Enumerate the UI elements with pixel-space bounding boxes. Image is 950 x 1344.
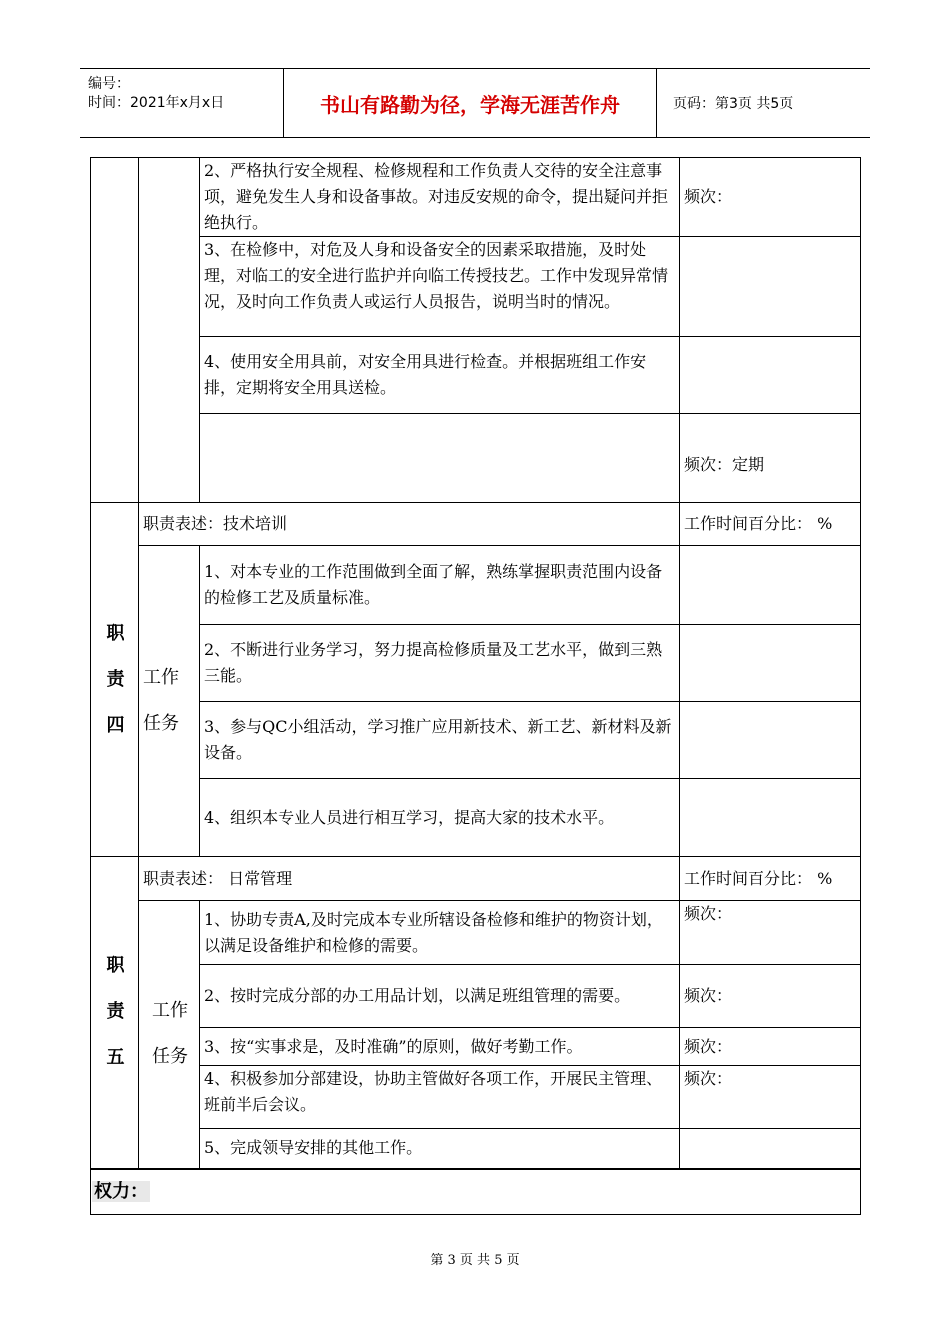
doc-number-label: 编号： [88, 76, 130, 92]
section5-task-3: 3、按“实事求是，及时准确”的原则，做好考勤工作。 [200, 1028, 680, 1066]
section3-task-4: 4、使用安全用具前，对安全用具进行检查。并根据班组工作安排，定期将安全用具送检。 [200, 337, 680, 414]
doc-date: 时间：2021年x月x日 [88, 95, 225, 111]
section4-freq-3 [680, 702, 861, 779]
section5-task-4: 4、积极参加分部建设，协助主管做好各项工作，开展民主管理、班前半后会议。 [200, 1066, 680, 1129]
table-row [91, 414, 861, 503]
section5-time-pct: 工作时间百分比： % [680, 857, 861, 901]
power-cell [91, 1169, 861, 1215]
section3-task-label-cell [139, 158, 200, 503]
table-row [91, 857, 861, 901]
task-label-line: 工作 [143, 667, 179, 688]
section5-label-char: 责 [106, 1001, 125, 1023]
section5-task-1: 1、协助专责A,及时完成本专业所辖设备检修和维护的物资计划，以满足设备维护和检修的需要。 [200, 901, 680, 965]
section4-label-char: 职 [106, 622, 125, 644]
section5-freq-4: 频次： [680, 1066, 861, 1129]
task-label-line: 任务 [143, 713, 179, 734]
section5-label-char: 职 [106, 955, 125, 977]
section4-time-pct: 工作时间百分比： % [680, 503, 861, 546]
section3-freq-4 [680, 337, 861, 414]
section4-task-2: 2、不断进行业务学习，努力提高检修质量及工艺水平，做到三熟三能。 [200, 625, 680, 702]
section5-freq-3: 频次： [680, 1028, 861, 1066]
header-motto: 书山有路勤为径，学海无涯苦作舟 [283, 69, 657, 137]
table-row [91, 965, 861, 1028]
table-row [91, 625, 861, 702]
table-row [91, 1028, 861, 1066]
section5-task-label [139, 901, 200, 1169]
section3-freq-regular: 频次：定期 [680, 414, 861, 503]
section4-freq-4 [680, 779, 861, 857]
section4-label [91, 503, 139, 857]
section4-desc: 职责表述：技术培训 [139, 503, 680, 546]
section5-desc: 职责表述： 日常管理 [139, 857, 680, 901]
table-row [91, 901, 861, 965]
power-label: 权力： [94, 1180, 148, 1202]
section4-task-4: 4、组织本专业人员进行相互学习，提高大家的技术水平。 [200, 779, 680, 857]
section3-label-cell [91, 158, 139, 503]
section3-task-3: 3、在检修中，对危及人身和设备安全的因素采取措施，及时处理，对临工的安全进行监护并向临工传授技艺。工作中发现异常情况，及时向工作负责人或运行人员报告，说明当时的情况。 [200, 237, 680, 337]
section4-task-3: 3、参与QC小组活动，学习推广应用新技术、新工艺、新材料及新设备。 [200, 702, 680, 779]
table-row [91, 546, 861, 625]
section3-task-empty [200, 414, 680, 503]
power-row [91, 1169, 861, 1215]
table-row [91, 702, 861, 779]
table-row [91, 337, 861, 414]
section3-freq-3 [680, 237, 861, 337]
section4-task-1: 1、对本专业的工作范围做到全面了解，熟练掌握职责范围内设备的检修工艺及质量标准。 [200, 546, 680, 625]
task-label-line: 工作 [152, 1000, 188, 1022]
section5-label [91, 857, 139, 1169]
page-header [80, 68, 870, 138]
task-label-line: 任务 [152, 1046, 188, 1068]
section5-freq-5 [680, 1129, 861, 1169]
header-meta [80, 69, 283, 137]
section5-task-5: 5、完成领导安排的其他工作。 [200, 1129, 680, 1169]
section3-task-2: 2、严格执行安全规程、检修规程和工作负责人交待的安全注意事项，避免发生人身和设备事故。对违反安规的命令，提出疑问并拒绝执行。 [200, 158, 680, 237]
duty-table [90, 157, 861, 1215]
section4-freq-1 [680, 546, 861, 625]
table-row [91, 237, 861, 337]
page-info-text: 页码：第3页 共5页 [673, 96, 794, 112]
section3-freq-2: 频次： [680, 158, 861, 237]
section5-task-2: 2、按时完成分部的办工用品计划，以满足班组管理的需要。 [200, 965, 680, 1028]
section4-label-char: 四 [106, 714, 125, 736]
section4-freq-2 [680, 625, 861, 702]
section5-freq-2: 频次： [680, 965, 861, 1028]
table-row [91, 779, 861, 857]
table-row [91, 1129, 861, 1169]
section5-freq-1: 频次： [680, 901, 861, 965]
section4-label-char: 责 [106, 668, 125, 690]
page-footer: 第 3 页 共 5 页 [430, 1253, 520, 1268]
section4-task-label [139, 546, 200, 857]
header-page-info [665, 69, 870, 137]
table-row [91, 1066, 861, 1129]
section5-label-char: 五 [106, 1047, 125, 1069]
table-row [91, 158, 861, 237]
table-row [91, 503, 861, 546]
